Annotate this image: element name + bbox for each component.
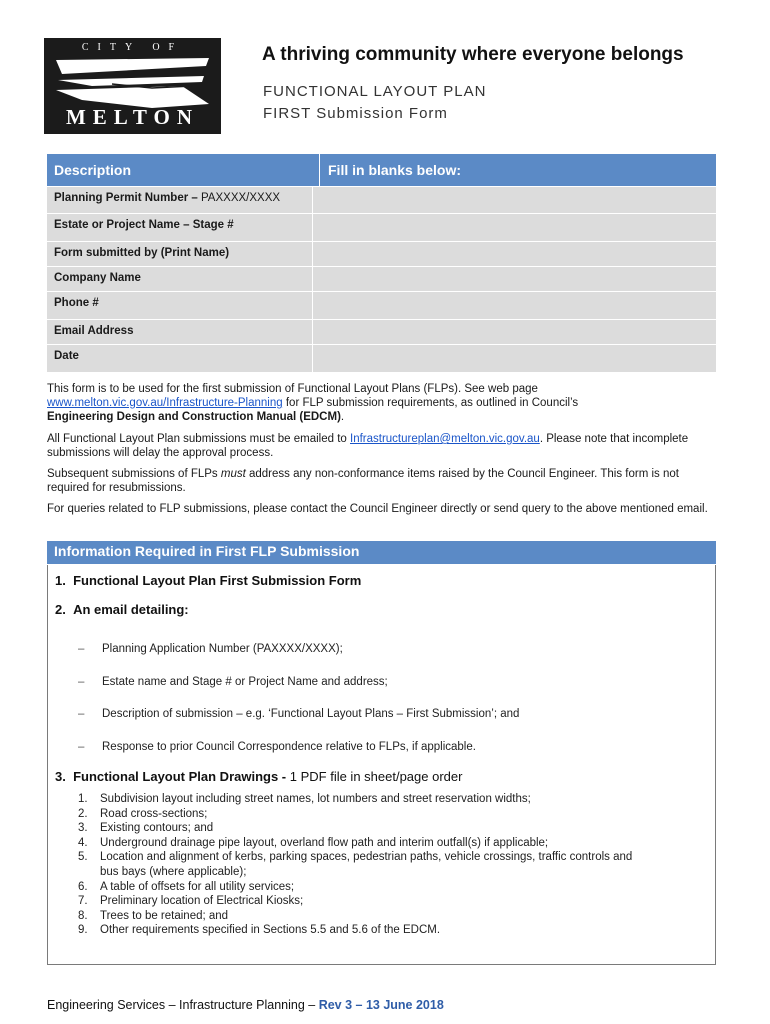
list-item: 4. Underground drainage pipe layout, overland flow path and interim outfall(s) if applicable;: [78, 836, 549, 849]
form-subtitle: FIRST Submission Form: [263, 105, 448, 122]
city-of-melton-logo: [44, 38, 221, 134]
row-label: Planning Permit Number – PAXXXX/XXXX: [47, 186, 312, 213]
email-field[interactable]: [312, 319, 716, 344]
drawing-list: [78, 792, 632, 938]
requirement-item-3: 3. Functional Layout Plan Drawings - 1 PDF file in sheet/page order: [55, 769, 463, 784]
row-label: Company Name: [47, 266, 312, 291]
email-detail-item: – Response to prior Council Correspondence relative to FLPs, if applicable.: [78, 741, 476, 753]
row-label: Phone #: [47, 291, 312, 319]
table-header: [47, 154, 716, 186]
submitted-by-field[interactable]: [312, 241, 716, 266]
table-row: [47, 344, 716, 372]
logo-city-text: CITY OF: [81, 42, 184, 53]
list-item: 9. Other requirements specified in Sections 5.5 and 5.6 of the EDCM.: [78, 924, 441, 937]
list-item: 8. Trees to be retained; and: [78, 909, 229, 922]
intro-paragraph-4: For queries related to FLP submissions, please contact the Council Engineer directly or send query to the above mentioned email.: [47, 503, 708, 515]
revision-label: Rev 3 – 13 June 2018: [318, 998, 444, 1012]
table-row: [47, 241, 716, 266]
submission-details-table: [47, 154, 716, 372]
list-item: 1. Subdivision layout including street names, lot numbers and street reservation widths;: [78, 793, 531, 805]
requirement-item-2: 2. An email detailing:: [55, 602, 189, 617]
table-row: [47, 213, 716, 241]
logo-melton-text: MELTON: [65, 105, 200, 129]
date-field[interactable]: [312, 344, 716, 372]
row-label: Email Address: [47, 319, 312, 344]
infrastructure-email-link[interactable]: Infrastructureplan@melton.vic.gov.au: [350, 433, 540, 445]
row-label: Date: [47, 344, 312, 372]
table-row: [47, 291, 716, 319]
infrastructure-planning-link[interactable]: www.melton.vic.gov.au/Infrastructure-Planning: [47, 397, 283, 409]
list-item: 2. Road cross-sections;: [78, 807, 208, 820]
table-row: [47, 266, 716, 291]
info-body: [47, 565, 716, 965]
col-fill-header: Fill in blanks below:: [319, 154, 716, 186]
planning-permit-field[interactable]: [312, 186, 716, 213]
col-description-header: Description: [54, 162, 132, 178]
list-item: 7. Preliminary location of Electrical Kiosks;: [78, 895, 304, 908]
list-item: bus bays (where applicable);: [100, 865, 247, 878]
page-footer: Engineering Services – Infrastructure Planning – Rev 3 – 13 June 2018: [47, 998, 444, 1012]
row-label: Estate or Project Name – Stage #: [47, 213, 312, 241]
list-item: 6. A table of offsets for all utility services;: [78, 880, 295, 893]
email-detail-item: – Estate name and Stage # or Project Name and address;: [78, 676, 388, 688]
company-name-field[interactable]: [312, 266, 716, 291]
requirement-item-1: 1. Functional Layout Plan First Submission Form: [55, 573, 362, 588]
intro-paragraph-1: This form is to be used for the first submission of Functional Layout Plans (FLPs). See web page www.melton.vic.gov.au/Infrastructure-Planning for FLP submission requirements, as outlined in Council’s Engineering Design and Construction Manual (EDCM).: [47, 383, 579, 423]
phone-field[interactable]: [312, 291, 716, 319]
estate-name-field[interactable]: [312, 213, 716, 241]
info-heading: Information Required in First FLP Submission: [47, 541, 716, 565]
email-detail-item: – Description of submission – e.g. ‘Functional Layout Plans – First Submission’; and: [78, 708, 520, 720]
table-row: [47, 319, 716, 344]
information-required-box: [47, 541, 716, 965]
logo-graphic: [52, 56, 213, 112]
list-item: 5. Location and alignment of kerbs, parking spaces, pedestrian paths, vehicle crossings, traffic controls and: [78, 851, 633, 864]
form-title: FUNCTIONAL LAYOUT PLAN: [263, 83, 487, 100]
intro-paragraph-2: All Functional Layout Plan submissions must be emailed to Infrastructureplan@melton.vic.gov.au. Please note that incomplete submissions will delay the approval process.: [47, 433, 689, 459]
row-label: Form submitted by (Print Name): [47, 241, 312, 266]
email-detail-item: – Planning Application Number (PAXXXX/XXXX);: [78, 643, 343, 655]
tagline: A thriving community where everyone belongs: [262, 44, 684, 65]
intro-paragraph-3: Subsequent submissions of FLPs must address any non-conformance items raised by the Council Engineer. This form is not required for resubmissions.: [47, 468, 679, 494]
table-row: [47, 186, 716, 213]
list-item: 3. Existing contours; and: [78, 822, 214, 835]
